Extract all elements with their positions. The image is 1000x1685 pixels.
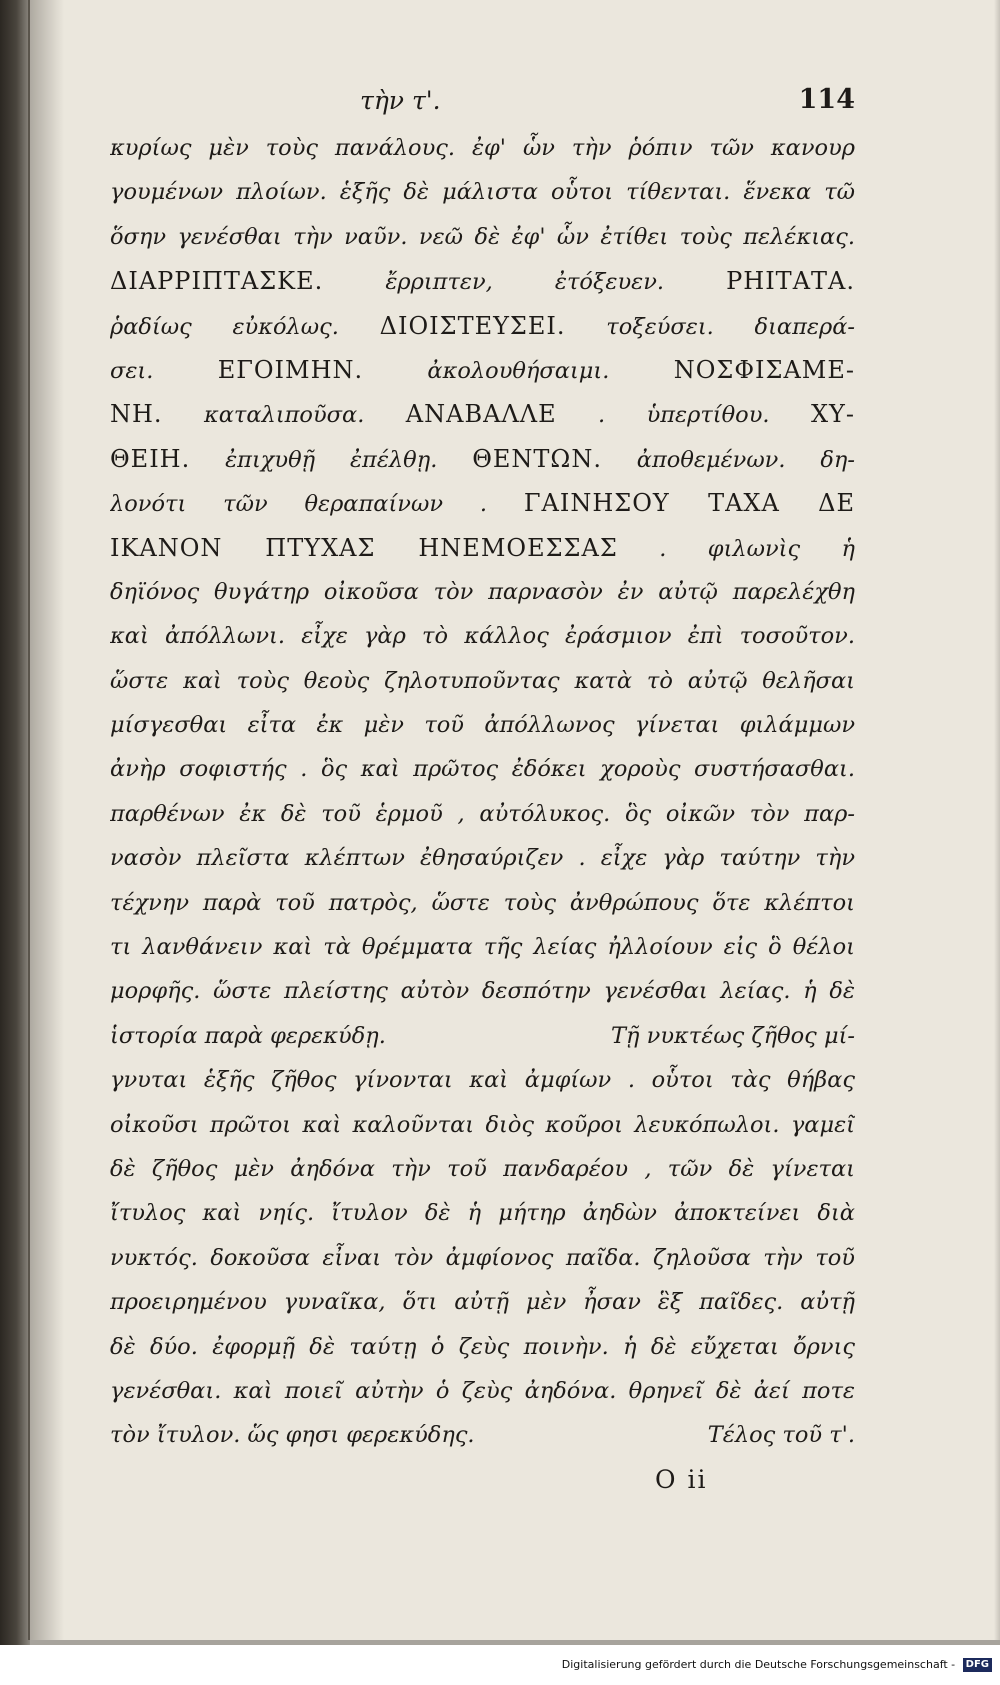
line-left-text: ἱστορία παρὰ φερεκύδῃ. (110, 1022, 386, 1049)
line-text: ἔρριπτεν, ἐτόξευεν. (323, 269, 727, 296)
text-line (110, 1236, 855, 1280)
line-text: ῥαδίως εὐκόλως. (110, 313, 380, 340)
line-text: μορφῆς. ὥστε πλείστης αὐτὸν δεσπότην γενέσθαι λείας. ἡ δὲ (110, 978, 855, 1005)
line-text: λονότι τῶν θεραπαίνων . (110, 491, 524, 518)
lemma-caps: ΘΕΙΗ. (110, 444, 191, 473)
lemma-caps: ΙΚΑΝΟΝ ΠΤΥΧΑΣ ΗΝΕΜΟΕΣΣΑΣ (110, 533, 618, 562)
line-left-text: τὸν ἴτυλον. ὥς φησι φερεκύδης. (110, 1422, 475, 1449)
line-text: δὲ ζῆθος μὲν ἀηδόνα τὴν τοῦ πανδαρέου , τῶν δὲ γίνεται (110, 1155, 855, 1182)
lemma-caps: ΔΙΟΙΣΤΕΥΣΕΙ. (379, 311, 566, 340)
text-line (110, 1058, 855, 1102)
line-text: ἀκολουθήσαιμι. (363, 357, 674, 384)
line-text: . φιλωνὶς ἡ (617, 535, 855, 562)
lemma-caps: ΓΑΙΝΗΣΟΥ ΤΑΧΑ ΔΕ (523, 489, 855, 518)
line-text: ἀνὴρ σοφιστής . ὃς καὶ πρῶτος ἐδόκει χοροὺς συστήσασθαι. (110, 756, 855, 783)
line-right-text: Τῇ νυκτέως ζῆθος μί- (611, 1022, 855, 1049)
book-spine (0, 0, 30, 1645)
page-edge (994, 0, 1000, 1640)
text-line (110, 747, 855, 791)
line-text: σει. (110, 357, 218, 384)
text-line (110, 792, 855, 836)
text-line (110, 881, 855, 925)
text-line (110, 126, 855, 170)
line-text: γνυται ἑξῆς ζῆθος γίνονται καὶ ἀμφίων . οὗτοι τὰς θήβας (110, 1067, 855, 1094)
signature-row (110, 1458, 855, 1502)
line-text: δηϊόνος θυγάτηρ οἰκοῦσα τὸν παρνασὸν ἐν αὐτῷ παρελέχθη (110, 578, 855, 605)
line-text: τι λανθάνειν καὶ τὰ θρέμματα τῆς λείας ἠλλοίουν εἰς ὃ θέλοι (110, 934, 855, 961)
line-text: τοξεύσει. διαπερά- (565, 313, 855, 340)
text-line (110, 1191, 855, 1235)
running-head-title: τὴν τ'. (360, 86, 441, 115)
text-line (110, 703, 855, 747)
text-line (110, 1369, 855, 1413)
line-text: καταλιποῦσα. (162, 402, 406, 429)
line-text: δὲ δύο. ἐφορμῇ δὲ ταύτῃ ὁ ζεὺς ποινὴν. ἡ δὲ εὔχεται ὄρνις (110, 1333, 855, 1360)
credit-text: Digitalisierung gefördert durch die Deutsche Forschungsgemeinschaft - (561, 1658, 956, 1671)
running-head (110, 86, 855, 122)
lemma-caps: ΕΓΟΙΜΗΝ. (217, 355, 364, 384)
text-line (110, 392, 855, 436)
signature-mark: O ii (655, 1464, 708, 1494)
line-text: ἴτυλος καὶ νηίς. ἴτυλον δὲ ἡ μήτηρ ἀηδὼν ἀποκτείνει διὰ (110, 1200, 855, 1227)
lemma-caps: ΑΝΑΒΑΛΛΕ (405, 400, 557, 429)
line-right-text: Τέλος τοῦ τ'. (707, 1422, 855, 1449)
text-line (110, 659, 855, 703)
text-line (110, 1014, 855, 1058)
lemma-caps: ΔΙΑΡΡΙΠΤΑΣΚΕ. (110, 267, 324, 296)
text-line (110, 614, 855, 658)
text-line (110, 969, 855, 1013)
text-line (110, 304, 855, 348)
line-text: ὅσην γενέσθαι τὴν ναῦν. νεῶ δὲ ἐφ' ὧν ἐτίθει τοὺς πελέκιας. (110, 223, 855, 250)
line-text: οἰκοῦσι πρῶτοι καὶ καλοῦνται διὸς κοῦροι λευκόπωλοι. γαμεῖ (110, 1111, 855, 1138)
line-text: ὥστε καὶ τοὺς θεοὺς ζηλοτυποῦντας κατὰ τὸ αὐτῷ θελῆσαι (110, 667, 855, 694)
line-text: . ὑπερτίθου. (556, 402, 811, 429)
text-line (110, 1103, 855, 1147)
text-line (110, 348, 855, 392)
text-line (110, 1280, 855, 1324)
text-line (110, 170, 855, 214)
lemma-caps: ΘΕΝΤΩΝ. (472, 444, 602, 473)
line-text: γενέσθαι. καὶ ποιεῖ αὐτὴν ὁ ζεὺς ἀηδόνα. θρηνεῖ δὲ ἀεί ποτε (110, 1377, 855, 1404)
text-line (110, 1325, 855, 1369)
text-line (110, 1147, 855, 1191)
line-text: τέχνην παρὰ τοῦ πατρὸς, ὥστε τοὺς ἀνθρώπους ὅτε κλέπτοι (110, 889, 855, 916)
text-line (110, 259, 855, 303)
book-page (28, 0, 1000, 1640)
digitization-credit (0, 1652, 992, 1678)
line-text: γουμένων πλοίων. ἑξῆς δὲ μάλιστα οὗτοι τίθενται. ἕνεκα τῶ (110, 179, 855, 206)
line-text: παρθένων ἐκ δὲ τοῦ ἑρμοῦ , αὐτόλυκος. ὃς οἰκῶν τὸν παρ- (110, 800, 855, 827)
folio-number: 114 (798, 84, 855, 115)
lemma-caps: ΧΥ- (810, 400, 855, 429)
lemma-caps: ΝΗ. (110, 400, 163, 429)
text-line (110, 925, 855, 969)
text-line (110, 836, 855, 880)
body-text (110, 126, 855, 1502)
text-line (110, 526, 855, 570)
dfg-logo: DFG (963, 1658, 992, 1672)
gutter-shadow (30, 0, 64, 1640)
line-text: νυκτός. δοκοῦσα εἶναι τὸν ἀμφίονος παῖδα. ζηλοῦσα τὴν τοῦ (110, 1244, 855, 1271)
line-text: ἀποθεμένων. δη- (601, 446, 855, 473)
text-line (110, 1413, 855, 1457)
line-text: προειρημένου γυναῖκα, ὅτι αὐτῇ μὲν ἦσαν ἓξ παῖδες. αὐτῇ (110, 1289, 855, 1316)
line-text: νασὸν πλεῖστα κλέπτων ἐθησαύριζεν . εἶχε γὰρ ταύτην τὴν (110, 845, 855, 872)
text-line (110, 570, 855, 614)
text-line (110, 481, 855, 525)
text-line (110, 215, 855, 259)
line-text: κυρίως μὲν τοὺς πανάλους. ἐφ' ὧν τὴν ῥόπιν τῶν κανουρ (110, 135, 855, 161)
lemma-caps: ΝΟΣΦΙΣΑΜΕ- (673, 355, 855, 384)
line-text: μίσγεσθαι εἶτα ἐκ μὲν τοῦ ἀπόλλωνος γίνεται φιλάμμων (110, 712, 855, 739)
line-text: καὶ ἀπόλλωνι. εἶχε γὰρ τὸ κάλλος ἐράσμιον ἐπὶ τοσοῦτον. (110, 623, 855, 650)
line-text: ἐπιχυθῇ ἐπέλθῃ. (190, 446, 473, 473)
lemma-caps: ΡΗΙΤΑΤΑ. (726, 267, 855, 296)
text-line (110, 437, 855, 481)
